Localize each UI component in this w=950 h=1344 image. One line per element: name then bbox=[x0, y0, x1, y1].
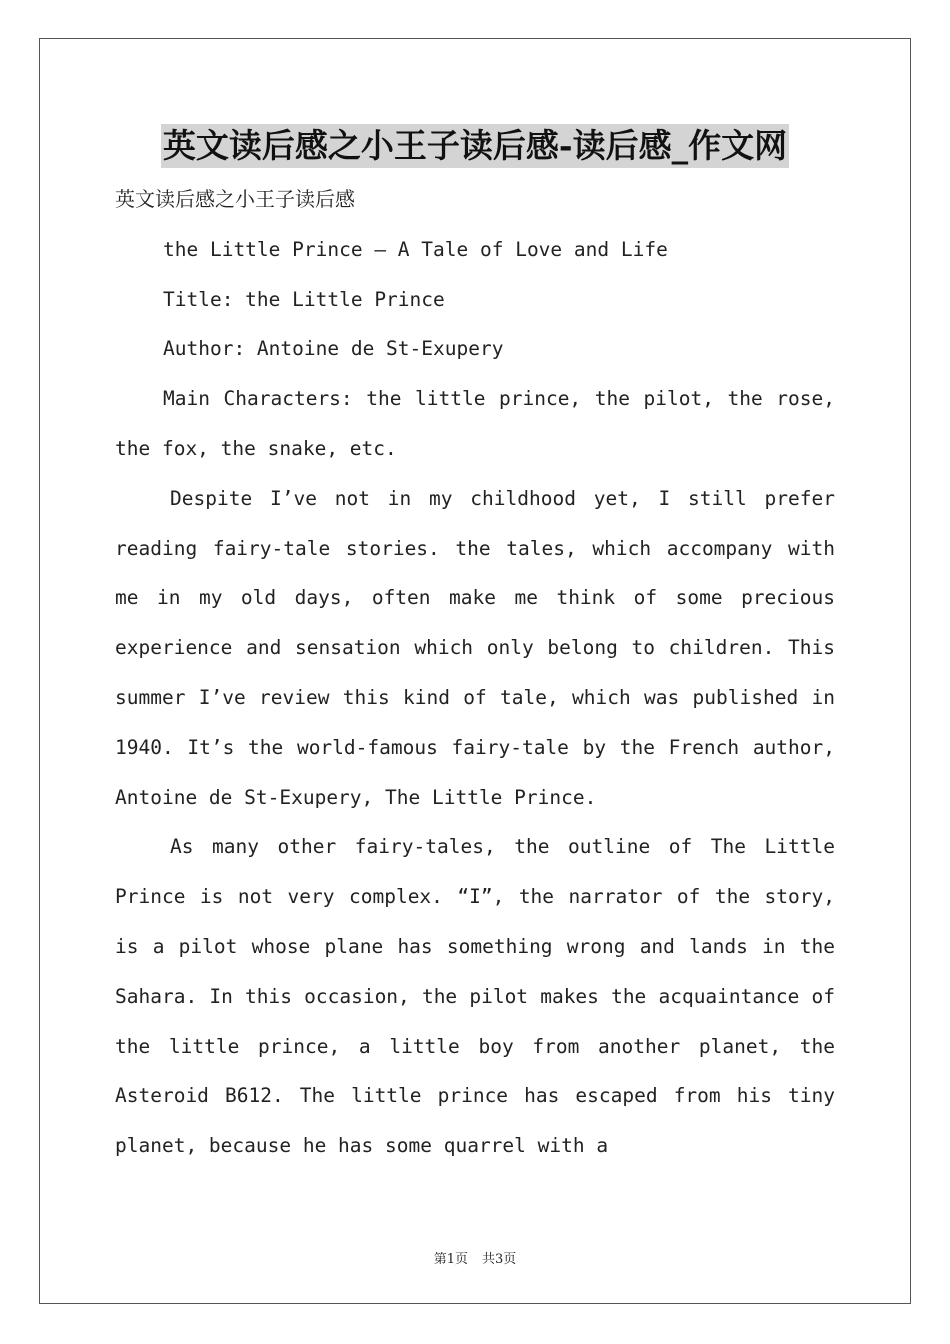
body-paragraph-1: Despite I’ve not in my childhood yet, I still prefer reading fairy-tale stories. the tales, which accompany with me in my old days, often make me think of some precious experience and sensation which only belong to children. This summer I’ve review this kind of tale, which was published in 1940. It’s the world-famous fairy-tale by the French author, Antoine de St-Exupery, The Little Prince. bbox=[115, 486, 835, 809]
document-body bbox=[115, 175, 835, 1171]
page-total: 共3页 bbox=[482, 1252, 517, 1267]
page-number: 第1页 bbox=[433, 1252, 468, 1267]
document-title-text: 英文读后感之小王子读后感-读后感_作文网 bbox=[161, 124, 789, 168]
info-line-heading: the Little Prince – A Tale of Love and Life bbox=[163, 237, 668, 261]
info-line-characters: Main Characters: the little prince, the pilot, the rose, the fox, the snake, etc. bbox=[115, 387, 835, 460]
document-title bbox=[0, 124, 950, 168]
info-line-title: Title: the Little Prince bbox=[163, 287, 445, 311]
page-footer bbox=[0, 1248, 950, 1267]
body-paragraph-2: As many other fairy-tales, the outline of The Little Prince is not very complex. “I”, the narrator of the story, is a pilot whose plane has something wrong and lands in the Sahara. In this occasion, the pilot makes the acquaintance of the little prince, a little boy from another planet, the Asteroid B612. The little prince has escaped from his tiny planet, because he has some quarrel with a bbox=[115, 835, 835, 1158]
document-subtitle: 英文读后感之小王子读后感 bbox=[115, 187, 355, 211]
info-line-author: Author: Antoine de St-Exupery bbox=[163, 337, 504, 361]
